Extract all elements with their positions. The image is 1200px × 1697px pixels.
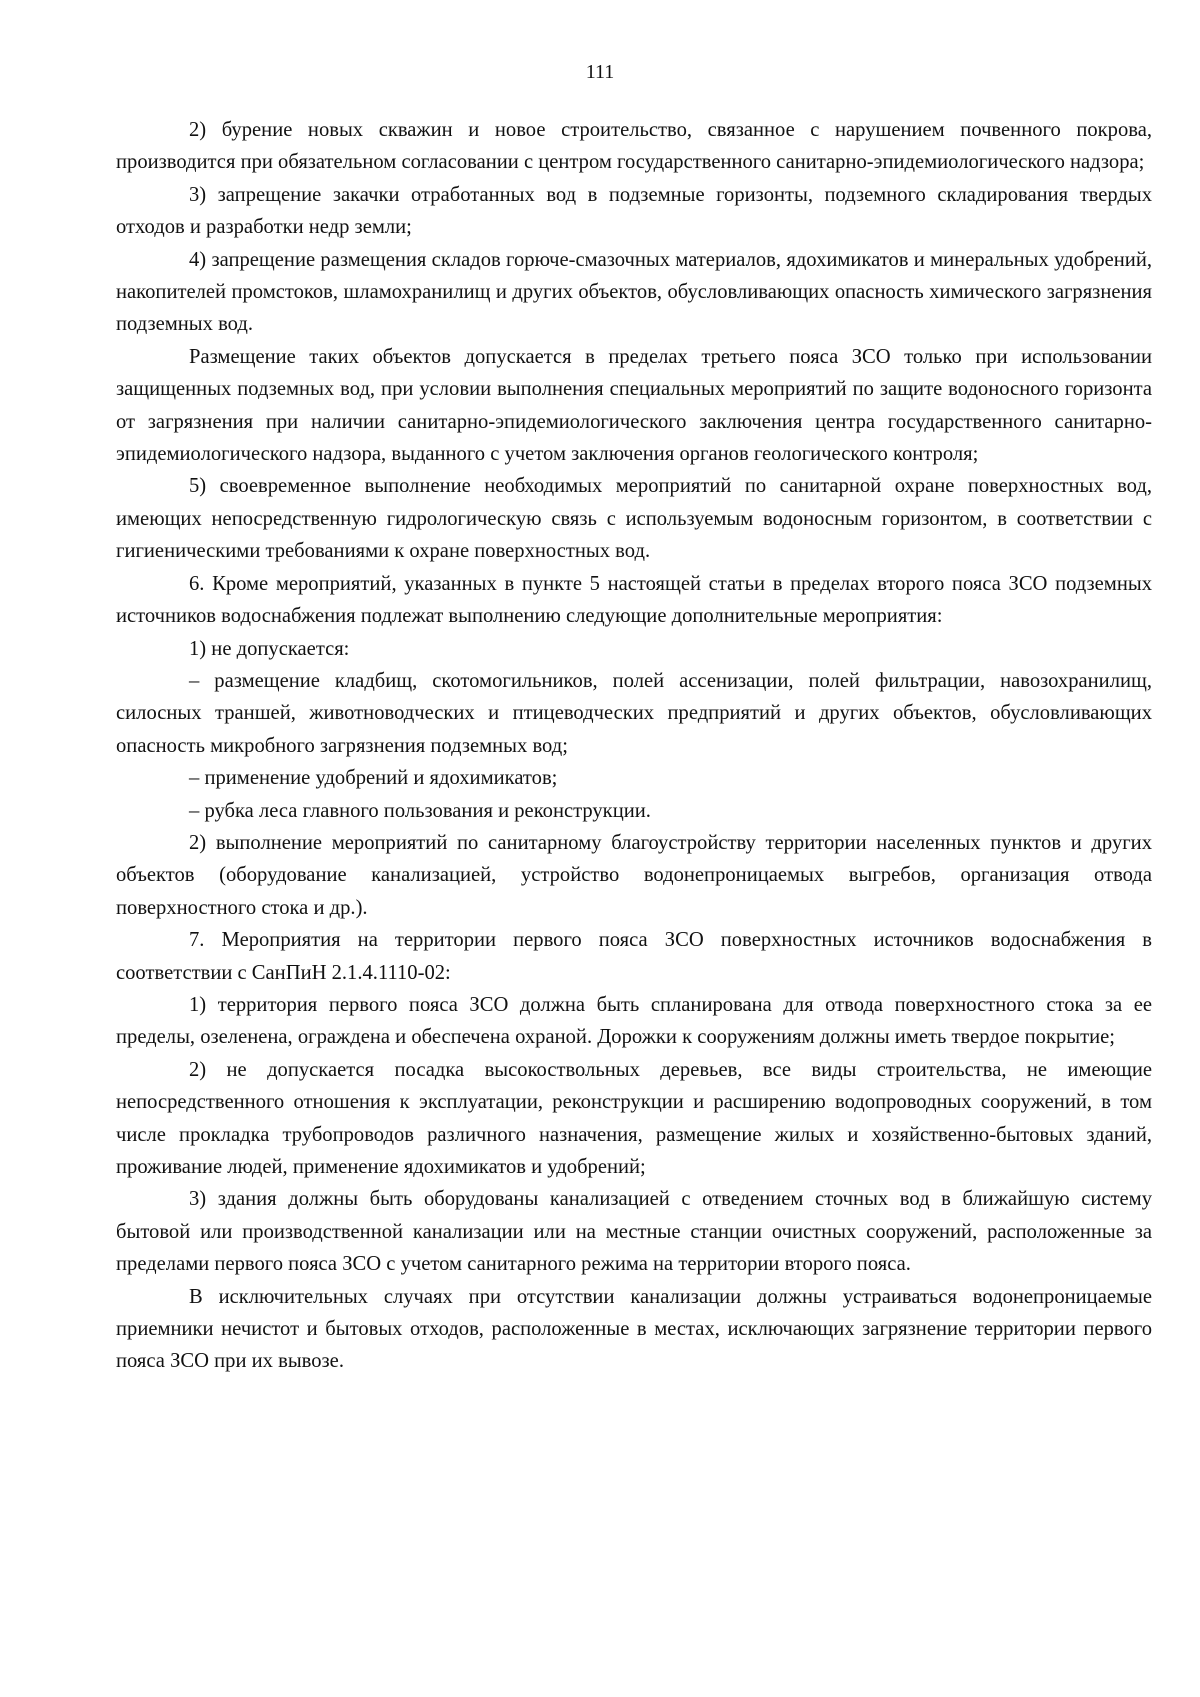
paragraph: 2) бурение новых скважин и новое строительство, связанное с нарушением почвенного покрова, производится при обязательном согласовании с центром государственного санитарно-эпидемиологического надзора; [116,119,1152,174]
paragraph: 1) не допускается: [189,637,350,660]
paragraph: В исключительных случаях при отсутствии канализации должны устраиваться водонепроницаемые приемники нечистот и бытовых отходов, расположенные в местах, исключающих загрязнение территории первого пояса ЗСО при их вывозе. [116,1285,1152,1373]
list-item: – размещение кладбищ, скотомогильников, полей ассенизации, полей фильтрации, навозохранилищ, силосных траншей, животноводческих и птицеводческих предприятий и других объектов, обусловливающих опасность микробного загрязнения подземных вод; [116,669,1152,757]
paragraph: 3) здания должны быть оборудованы канализацией с отведением сточных вод в ближайшую систему бытовой или производственной канализации или на местные станции очистных сооружений, расположенные за пределами первого пояса ЗСО с учетом санитарного режима на территории второго пояса. [116,1188,1152,1276]
paragraph: 2) выполнение мероприятий по санитарному благоустройству территории населенных пунктов и других объектов (оборудование канализацией, устройство водонепроницаемых выгребов, организация отвода поверхностного стока и др.). [116,831,1152,919]
list-item: – рубка леса главного пользования и реконструкции. [189,799,651,822]
paragraph: 1) территория первого пояса ЗСО должна быть спланирована для отвода поверхностного стока за ее пределы, озеленена, ограждена и обеспечена охраной. Дорожки к сооружениям должны иметь твердое покрытие; [116,993,1152,1049]
paragraph: 3) запрещение закачки отработанных вод в подземные горизонты, подземного складирования твердых отходов и разработки недр земли; [116,183,1152,239]
list-item: – применение удобрений и ядохимикатов; [189,767,558,790]
paragraph: 4) запрещение размещения складов горюче-смазочных материалов, ядохимикатов и минеральных удобрений, накопителей промстоков, шламохранилищ и других объектов, обусловливающих опасность химического загрязнения подземных вод. [116,248,1152,336]
paragraph: Размещение таких объектов допускается в пределах третьего пояса ЗСО только при использовании защищенных подземных вод, при условии выполнения специальных мероприятий по защите водоносного горизонта от загрязнения при наличии санитарно-эпидемиологического заключения центра государственного санитарно-эпидемиологического надзора, выданного с учетом заключения органов геологического контроля; [116,345,1152,466]
paragraph: 5) своевременное выполнение необходимых мероприятий по санитарной охране поверхностных вод, имеющих непосредственную гидрологическую связь с используемым водоносным горизонтом, в соответствии с гигиеническими требованиями к охране поверхностных вод. [116,475,1152,563]
page-number: 111 [585,61,615,83]
paragraph: 7. Мероприятия на территории первого пояса ЗСО поверхностных источников водоснабжения в соответствии с СанПиН 2.1.4.1110-02: [116,929,1152,984]
paragraph: 6. Кроме мероприятий, указанных в пункте 5 настоящей статьи в пределах второго пояса ЗСО подземных источников водоснабжения подлежат выполнению следующие дополнительные мероприятия: [116,572,1152,628]
document-body [116,114,1152,1378]
paragraph: 2) не допускается посадка высокоствольных деревьев, все виды строительства, не имеющие непосредственного отношения к эксплуатации, реконструкции и расширению водопроводных сооружений, в том числе прокладка трубопроводов различного назначения, размещение жилых и хозяйственно-бытовых зданий, проживание людей, применение ядохимикатов и удобрений; [116,1058,1152,1178]
